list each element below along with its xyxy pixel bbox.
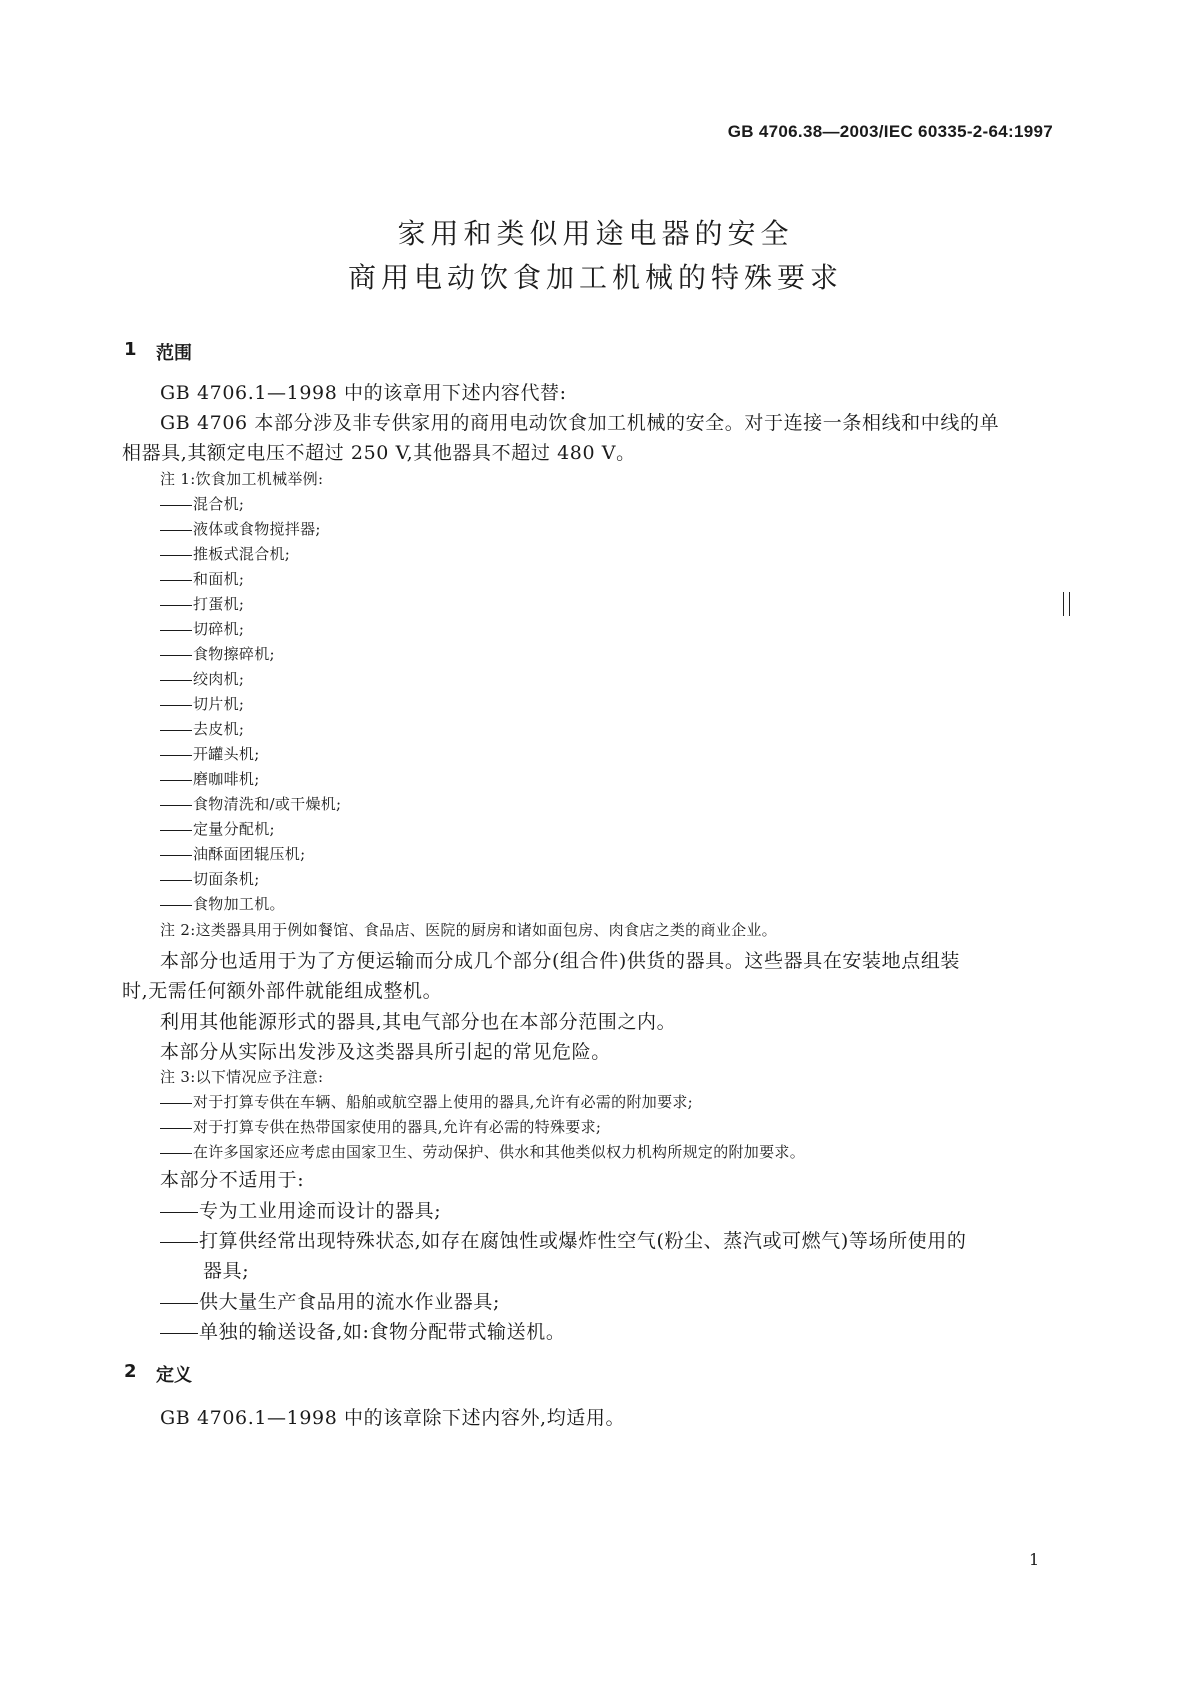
dash-mark — [160, 1103, 192, 1104]
title-line-1: 家用和类似用途电器的安全 — [397, 217, 794, 250]
note-3-label: 注 3:以下情况应予注意: — [160, 1068, 324, 1086]
dash-mark — [160, 1128, 192, 1129]
dash-mark — [160, 580, 192, 581]
list-item: 和面机; — [160, 568, 244, 589]
list-item: 打蛋机; — [160, 593, 244, 614]
exclusion-item-continuation: 器具; — [203, 1260, 250, 1282]
list-item: 食物清洗和/或干燥机; — [160, 793, 341, 814]
list-item: 推板式混合机; — [160, 543, 290, 564]
standard-number: GB 4706.38—2003/IEC 60335-2-64:1997 — [727, 122, 1053, 141]
section-2-heading: 定义 — [156, 1365, 192, 1386]
list-item: 切碎机; — [160, 618, 244, 639]
dash-mark — [160, 1303, 198, 1304]
dash-mark — [160, 505, 192, 506]
paragraph: 本部分从实际出发涉及这类器具所引起的常见危险。 — [160, 1041, 611, 1063]
list-item: 混合机; — [160, 493, 244, 514]
note-2: 注 2:这类器具用于例如餐馆、食品店、医院的厨房和诸如面包房、肉食店之类的商业企业。 — [160, 921, 777, 939]
dash-mark — [160, 605, 192, 606]
dash-mark — [160, 655, 192, 656]
dash-mark — [160, 530, 192, 531]
list-item: 食物加工机。 — [160, 893, 285, 914]
paragraph: 利用其他能源形式的器具,其电气部分也在本部分范围之内。 — [160, 1011, 677, 1033]
list-item: 对于打算专供在热带国家使用的器具,允许有必需的特殊要求; — [160, 1116, 601, 1137]
title-line-2: 商用电动饮食加工机械的特殊要求 — [347, 261, 843, 294]
paragraph: GB 4706.1—1998 中的该章除下述内容外,均适用。 — [160, 1407, 626, 1429]
dash-mark — [160, 880, 192, 881]
dash-mark — [160, 1212, 198, 1213]
list-item: 油酥面团辊压机; — [160, 843, 305, 864]
page-number: 1 — [1029, 1550, 1040, 1569]
list-item: 磨咖啡机; — [160, 768, 260, 789]
section-2-number: 2 — [124, 1361, 137, 1382]
list-item: 开罐头机; — [160, 743, 260, 764]
dash-mark — [160, 855, 192, 856]
list-item: 在许多国家还应考虑由国家卫生、劳动保护、供水和其他类似权力机构所规定的附加要求。 — [160, 1141, 805, 1162]
list-item: 液体或食物搅拌器; — [160, 518, 321, 539]
dash-mark — [160, 705, 192, 706]
section-1-heading: 范围 — [156, 343, 192, 364]
dash-mark — [160, 680, 192, 681]
exclusion-item: 打算供经常出现特殊状态,如存在腐蚀性或爆炸性空气(粉尘、蒸汽或可燃气)等场所使用的 — [160, 1226, 966, 1253]
paragraph: 本部分也适用于为了方便运输而分成几个部分(组合件)供货的器具。这些器具在安装地点组装 — [160, 950, 961, 972]
exclusion-item: 供大量生产食品用的流水作业器具; — [160, 1287, 500, 1314]
list-item: 切面条机; — [160, 868, 260, 889]
exclusion-item: 单独的输送设备,如:食物分配带式输送机。 — [160, 1317, 565, 1344]
list-item: 去皮机; — [160, 718, 244, 739]
list-item: 绞肉机; — [160, 668, 244, 689]
list-item: 对于打算专供在车辆、船舶或航空器上使用的器具,允许有必需的附加要求; — [160, 1091, 693, 1112]
dash-mark — [160, 905, 192, 906]
dash-mark — [160, 1153, 192, 1154]
exclusion-item: 专为工业用途而设计的器具; — [160, 1196, 441, 1223]
dash-mark — [160, 780, 192, 781]
paragraph: GB 4706.1—1998 中的该章用下述内容代替: — [160, 382, 567, 404]
dash-mark — [160, 555, 192, 556]
paragraph: GB 4706 本部分涉及非专供家用的商用电动饮食加工机械的安全。对于连接一条相线和中线的单 — [160, 412, 1000, 434]
list-item: 食物擦碎机; — [160, 643, 275, 664]
paragraph: 相器具,其额定电压不超过 250 V,其他器具不超过 480 V。 — [122, 442, 636, 464]
dash-mark — [160, 630, 192, 631]
section-1-number: 1 — [124, 339, 137, 360]
list-item: 切片机; — [160, 693, 244, 714]
note-1-label: 注 1:饮食加工机械举例: — [160, 470, 324, 488]
paragraph: 本部分不适用于: — [160, 1169, 305, 1191]
dash-mark — [160, 755, 192, 756]
dash-mark — [160, 805, 192, 806]
dash-mark — [160, 730, 192, 731]
dash-mark — [160, 830, 192, 831]
list-item: 定量分配机; — [160, 818, 275, 839]
paragraph: 时,无需任何额外部件就能组成整机。 — [122, 980, 443, 1002]
dash-mark — [160, 1242, 198, 1243]
revision-bar-mark — [1063, 592, 1070, 616]
dash-mark — [160, 1333, 198, 1334]
